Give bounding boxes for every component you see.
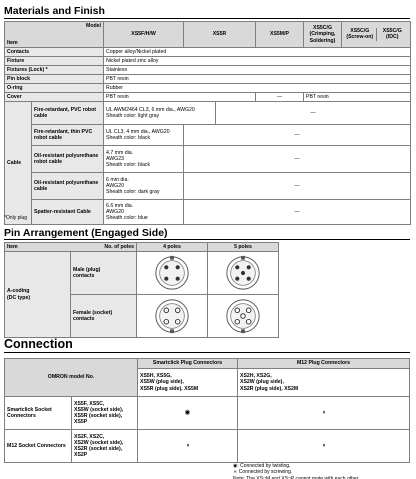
pins-female-label: Female (socket) contacts — [71, 295, 137, 338]
female-4-pole-diagram — [153, 297, 191, 335]
cable-row-3 — [5, 145, 411, 172]
materials-rule — [4, 18, 410, 19]
m12-plug-heading: M12 Plug Connectors — [238, 359, 410, 369]
pins-col-4: 4 poles — [137, 243, 208, 252]
label-cover: Cover — [5, 92, 104, 101]
label-fixture: Fixture — [5, 56, 104, 65]
screw-symbol-1: ◑ — [238, 397, 410, 430]
cable-type-1: Fire-retardant, PVC robot cable — [32, 101, 104, 124]
cable-spec-4: 6 mm dia. AWG20 Sheath color: dark gray — [104, 172, 184, 199]
male-4-pole-diagram — [153, 254, 191, 292]
screw-symbol-3: ◑ — [238, 430, 410, 463]
row-fixtures-lock — [5, 65, 411, 74]
pin-male-4 — [137, 252, 208, 295]
row-cover — [5, 92, 411, 101]
materials-header-row — [5, 22, 411, 48]
connection-row-m12-socket — [5, 430, 410, 463]
smartclick-socket-label: Smartclick Socket Connectors — [5, 397, 72, 430]
model-col-5b: XS5C/G (IDC) — [376, 28, 409, 40]
value-cover-b: — — [256, 92, 304, 101]
value-cover-c: PBT resin — [304, 92, 411, 101]
materials-footnote: *Only plug — [4, 215, 28, 221]
legend-note: Note: The XS□M and XS□P cannot mate with each other. — [233, 475, 360, 479]
row-contacts — [5, 47, 411, 56]
connection-legend — [233, 463, 359, 479]
pins-col-5: 5 poles — [208, 243, 279, 252]
row-pin-block — [5, 74, 411, 83]
model-col-2: XS5R — [184, 22, 256, 48]
screw-symbol-2: ◑ — [138, 430, 238, 463]
row-fixture — [5, 56, 411, 65]
value-o-ring: Rubber — [104, 83, 411, 92]
cable-dash-4: — — [184, 172, 411, 199]
pins-group-label: A-coding (DC type) — [5, 252, 71, 338]
omron-model-label: OMRON model No. — [5, 359, 138, 397]
pins-header-row — [5, 243, 279, 252]
m12-socket-label: M12 Socket Connectors — [5, 430, 72, 463]
label-o-ring: O-ring — [5, 83, 104, 92]
label-pin-block: Pin block — [5, 74, 104, 83]
pin-female-4 — [137, 295, 208, 338]
connection-heading: Connection — [4, 337, 73, 351]
model-col-5 — [342, 22, 411, 48]
legend-screw: ◑: Connected by screwing. — [233, 469, 293, 476]
cable-type-4: Oil-resistant polyurethane cable — [32, 172, 104, 199]
pin-male-5 — [208, 252, 279, 295]
pins-corner — [5, 243, 137, 252]
model-col-5a: XS5C/G (Screw-on) — [346, 28, 374, 41]
value-contacts: Copper alloy/Nickel plated — [104, 47, 411, 56]
cable-type-5: Spatter-resistant Cable — [32, 199, 104, 224]
corner-item-label: Item — [7, 39, 18, 46]
row-o-ring — [5, 83, 411, 92]
smartclick-socket-models: XS5F, XS5C, XS5W (socket side), XS5R (socket side), XS5P — [72, 397, 138, 430]
model-col-4: XS5C/G (Crimping, Soldering) — [304, 22, 342, 48]
corner-model-label: Model — [86, 23, 101, 29]
materials-table — [4, 21, 411, 225]
twist-symbol: ◉ — [138, 397, 238, 430]
cable-type-2: Fire-retardant, thin PVC robot cable — [32, 124, 104, 145]
pins-table — [4, 242, 279, 338]
cable-dash-1: — — [216, 101, 411, 124]
pins-rule — [4, 239, 410, 240]
smartclick-plug-heading: Smartclick Plug Connectors — [138, 359, 238, 369]
materials-heading: Materials and Finish — [4, 5, 105, 17]
pins-heading: Pin Arrangement (Engaged Side) — [4, 227, 168, 239]
cable-dash-3: — — [184, 145, 411, 172]
label-contacts: Contacts — [5, 47, 104, 56]
cable-spec-2: UL CL3, 4 mm dia., AWG20 Sheath color: black — [104, 124, 184, 145]
cable-row-5 — [5, 199, 411, 224]
model-col-1: XS5F/H/W — [104, 22, 184, 48]
connection-header-row — [5, 359, 410, 369]
model-col-3: XS5M/P — [256, 22, 304, 48]
female-5-pole-diagram — [224, 297, 262, 335]
pins-corner-poles: No. of poles — [104, 243, 135, 250]
legend-twist: ◉: Connected by twisting. — [233, 463, 291, 469]
cable-dash-5: — — [184, 199, 411, 224]
label-fixtures-lock: Fixtures (Lock) * — [5, 65, 104, 74]
cable-row-2 — [5, 124, 411, 145]
cable-spec-3: 4.7 mm dia. AWG23 Sheath color: black — [104, 145, 184, 172]
smartclick-plug-models: XS5H, XS5G, XS5W (plug side), XS5R (plug side), XS5M — [138, 369, 238, 397]
m12-plug-models: XS2H, XS2G, XS2W (plug side), XS2R (plug side), XS2M — [238, 369, 410, 397]
connection-rule — [4, 352, 410, 353]
cable-dash-2: — — [184, 124, 411, 145]
m12-socket-models: XS2F, XS2C, XS2W (socket side), XS2R (socket side), XS2P — [72, 430, 138, 463]
connection-row-smartclick-socket — [5, 397, 410, 430]
pins-corner-item: Item — [7, 243, 18, 250]
cable-spec-1: UL AWM2464 CL3, 6 mm dia., AWG20 Sheath color: light gray — [104, 101, 216, 124]
label-cable: Cable — [5, 101, 32, 224]
pins-male-label: Male (plug) contacts — [71, 252, 137, 295]
connection-table — [4, 358, 410, 463]
cable-row-1 — [5, 101, 411, 124]
cable-type-3: Oil-resistant polyurethane robot cable — [32, 145, 104, 172]
value-fixture: Nickel plated zinc alloy — [104, 56, 411, 65]
value-fixtures-lock: Stainless — [104, 65, 411, 74]
cable-row-4 — [5, 172, 411, 199]
pin-female-5 — [208, 295, 279, 338]
cable-spec-5: 6.6 mm dia. AWG20 Sheath color: blue — [104, 199, 184, 224]
value-pin-block: PBT resin — [104, 74, 411, 83]
materials-corner — [5, 22, 104, 48]
pins-row-male — [5, 252, 279, 295]
value-cover-a: PBT resin — [104, 92, 256, 101]
male-5-pole-diagram — [224, 254, 262, 292]
